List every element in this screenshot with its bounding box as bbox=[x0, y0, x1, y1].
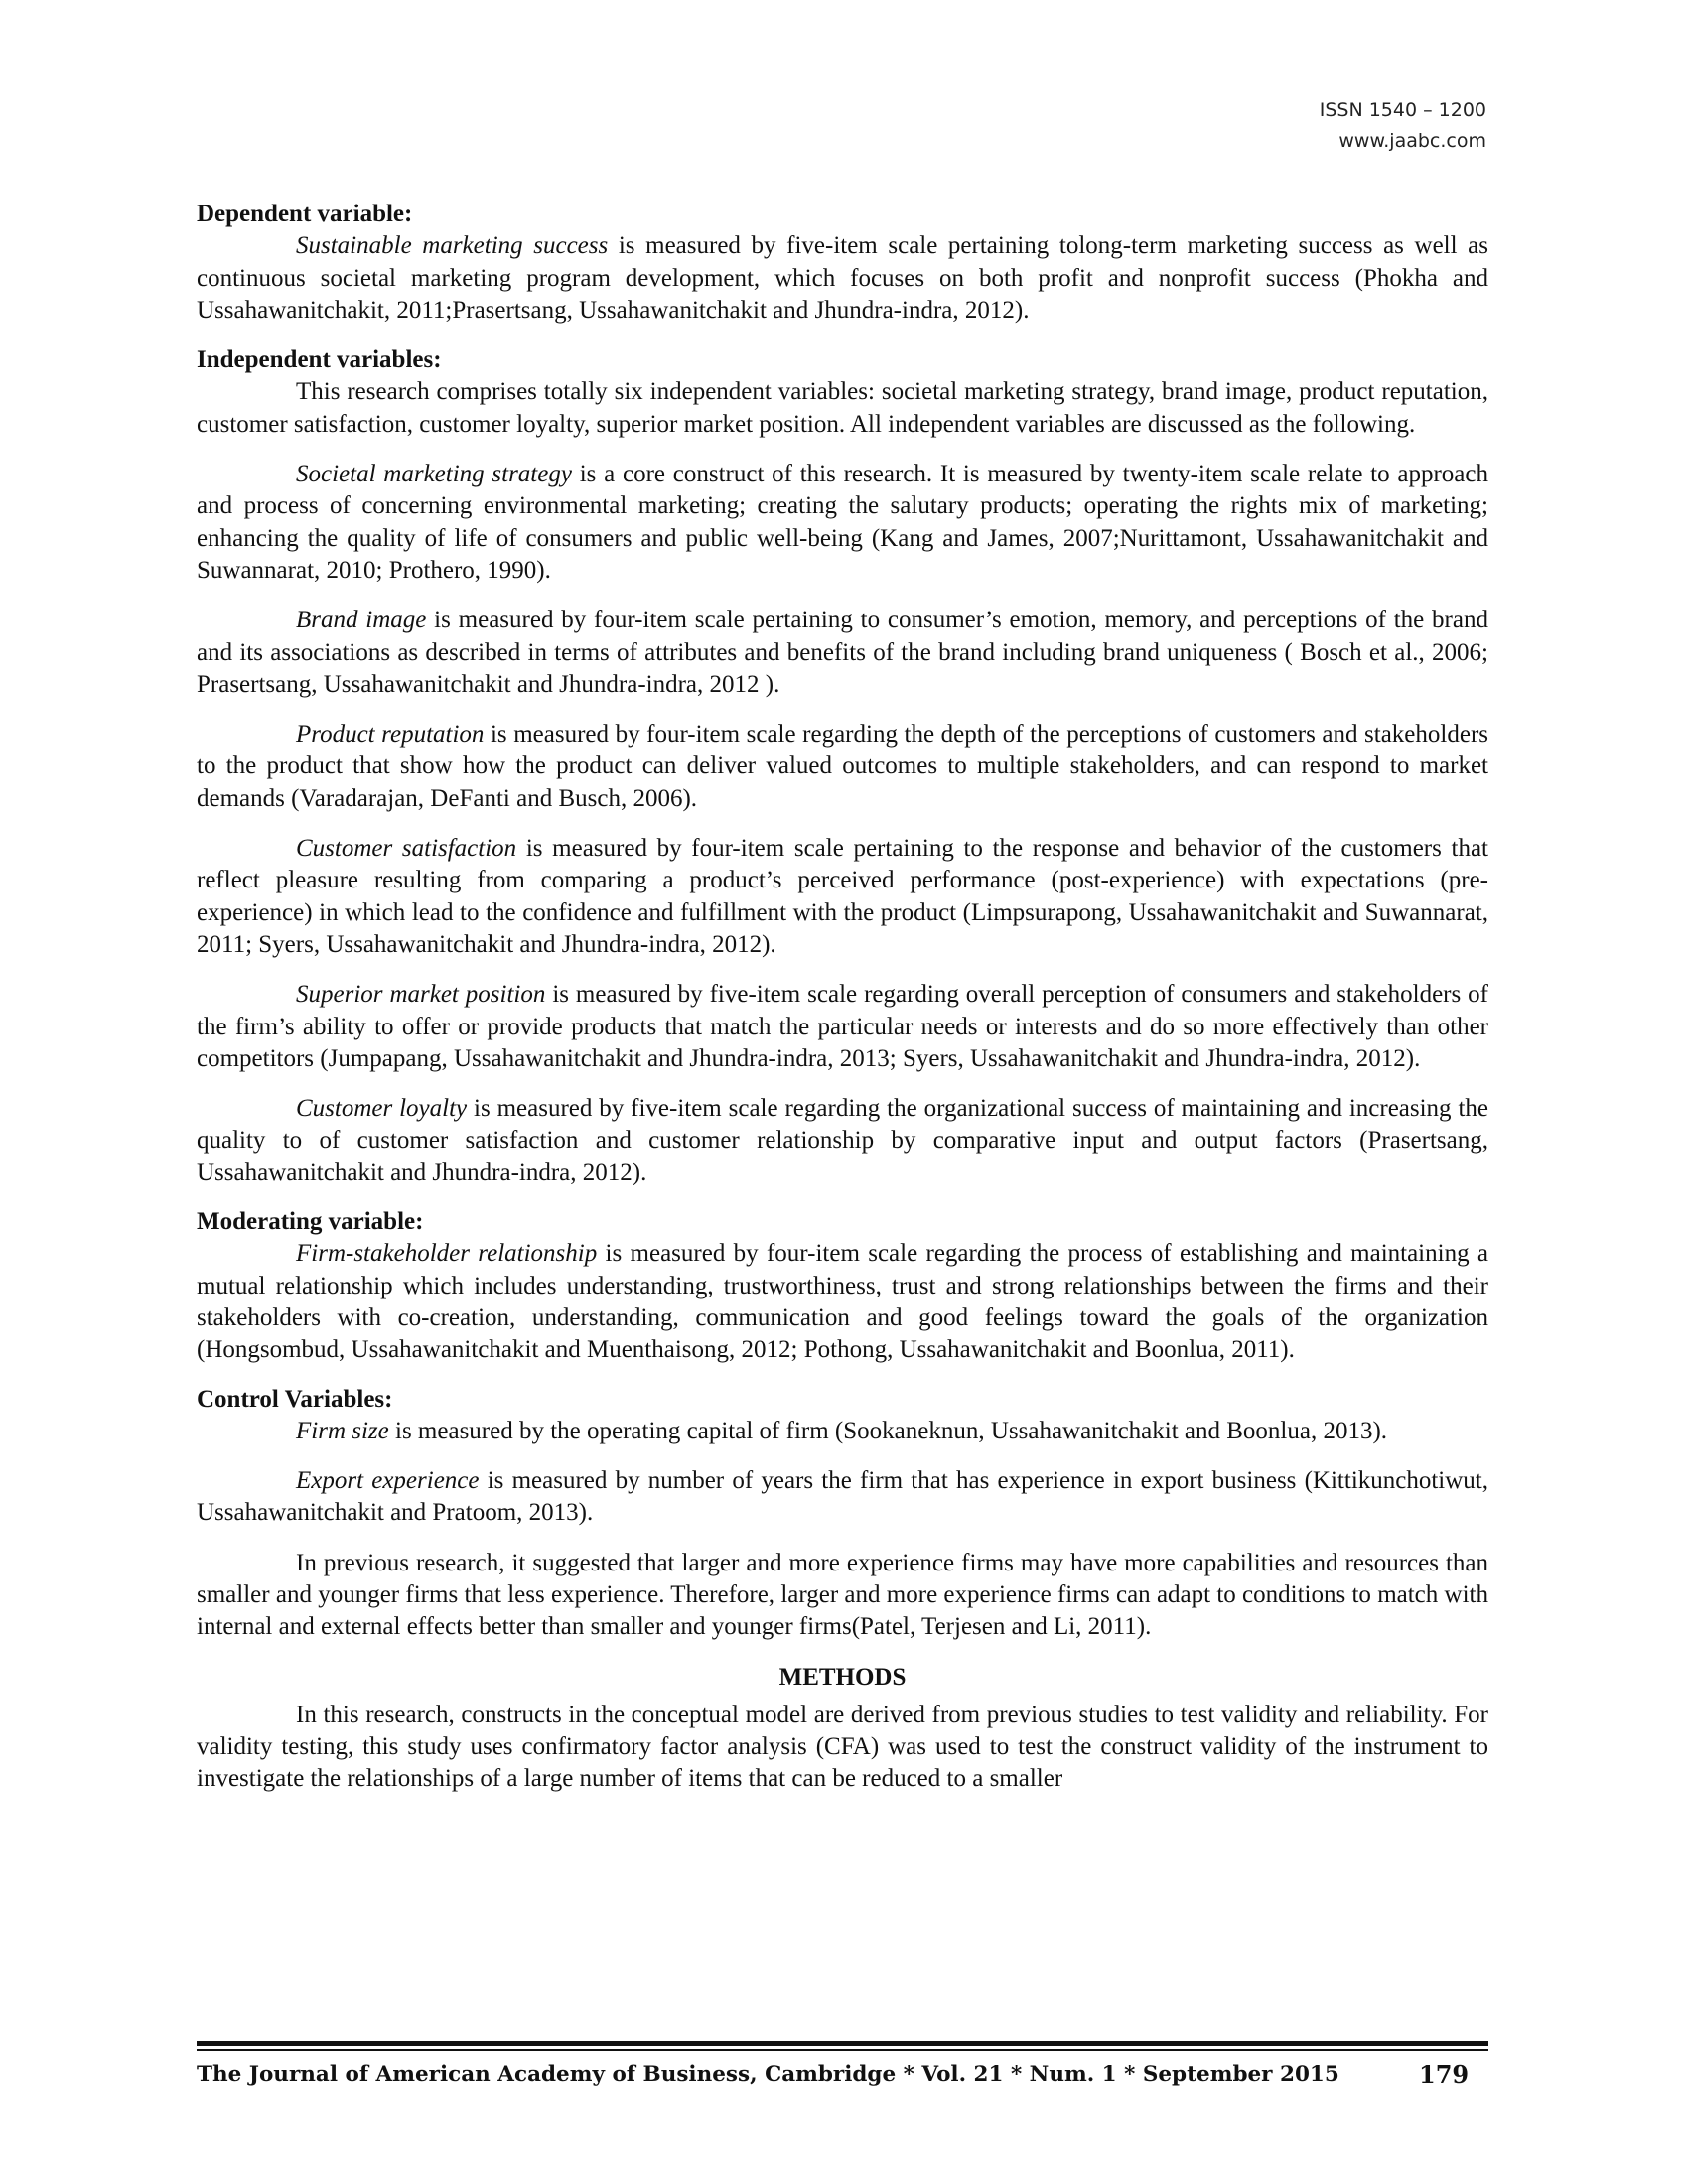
term-firm-size: Firm size bbox=[296, 1417, 389, 1444]
page-header bbox=[1320, 95, 1486, 157]
term-product-reputation: Product reputation bbox=[296, 721, 485, 749]
page-footer bbox=[197, 2056, 1488, 2096]
term-firm-stakeholder-relationship: Firm-stakeholder relationship bbox=[296, 1240, 598, 1268]
paragraph-previous-research: In previous research, it suggested that larger and more experience firms may have more capabilities and resources than smaller and younger firms that less experience. Therefore, larger and more experience firms can adapt to conditions to match with internal and external effects better than smaller and younger firms(Patel, Terjesen and Li, 2011). bbox=[197, 1549, 1488, 1641]
page-number: 179 bbox=[1419, 2060, 1470, 2089]
term-societal-marketing-strategy: Societal marketing strategy bbox=[296, 461, 572, 488]
term-export-experience: Export experience bbox=[296, 1467, 480, 1495]
paragraph-sustainable-marketing-success: Sustainable marketing success is measured by five-item scale pertaining tolong-term marketing success as well as continuous societal marketing program development, which focuses on both profit and nonprofit success (Phokha and Ussahawanitchakit, 2011;Prasertsang, Ussahawanitchakit and Jhundra-indra, 2012). bbox=[197, 232, 1488, 324]
footer-rule-thick bbox=[197, 2041, 1488, 2046]
term-customer-loyalty: Customer loyalty bbox=[296, 1095, 468, 1123]
paragraph-customer-satisfaction: Customer satisfaction is measured by four-item scale pertaining to the response and behavior of the customers that reflect pleasure resulting from comparing a product’s perceived performance (post-experience) with expectations (pre-experience) in which lead to the confidence and fulfillment with the product (Limpsurapong, Ussahawanitchakit and Suwannarat, 2011; Syers, Ussahawanitchakit and Jhundra-indra, 2012). bbox=[197, 835, 1488, 958]
paragraph-superior-market-position: Superior market position is measured by five-item scale regarding overall perception of consumers and stakeholders of the firm’s ability to offer or provide products that match the particular needs or interests and do so more effectively than other competitors (Jumpapang, Ussahawanitchakit and Jhundra-indra, 2013; Syers, Ussahawanitchakit and Jhundra-indra, 2012). bbox=[197, 981, 1488, 1072]
term-brand-image: Brand image bbox=[296, 607, 427, 634]
journal-citation: The Journal of American Academy of Business, Cambridge * Vol. 21 * Num. 1 * September 2015 bbox=[197, 2062, 1339, 2087]
issn-label: ISSN 1540 – 1200 bbox=[1319, 99, 1486, 121]
paragraph-societal-marketing-strategy: Societal marketing strategy is a core construct of this research. It is measured by twenty-item scale relate to approach and process of concerning environmental marketing; creating the salutary products; operating the rights mix of marketing; enhancing the quality of life of consumers and public well-being (Kang and James, 2007;Nurittamont, Ussahawanitchakit and Suwannarat, 2010; Prothero, 1990). bbox=[197, 461, 1488, 584]
term-sustainable-marketing-success: Sustainable marketing success bbox=[296, 232, 609, 260]
heading-methods: METHODS bbox=[778, 1663, 907, 1691]
heading-dependent-variable: Dependent variable: bbox=[197, 201, 413, 227]
paragraph-methods: In this research, constructs in the conceptual model are derived from previous studies to test validity and reliability. For validity testing, this study uses confirmatory factor analysis (CFA) was used to test the construct validity of the instrument to investigate the relationships of a large number of items that can be reduced to a smaller bbox=[197, 1701, 1488, 1793]
paragraph-brand-image: Brand image is measured by four-item scale pertaining to consumer’s emotion, memory, and perceptions of the brand and its associations as described in terms of attributes and benefits of the brand including brand uniqueness ( Bosch et al., 2006; Prasertsang, Ussahawanitchakit and Jhundra-indra, 2012 ). bbox=[197, 607, 1488, 698]
paragraph-firm-stakeholder-relationship: Firm-stakeholder relationship is measured by four-item scale regarding the process of establishing and maintaining a mutual relationship which includes understanding, trustworthiness, trust and strong relationships between the firms and their stakeholders with co-creation, understanding, communication and good feelings toward the goals of the organization (Hongsombud, Ussahawanitchakit and Muenthaisong, 2012; Pothong, Ussahawanitchakit and Boonlua, 2011). bbox=[197, 1240, 1488, 1364]
heading-independent-variables: Independent variables: bbox=[197, 346, 442, 374]
article-body bbox=[197, 199, 1488, 1796]
heading-control-variables: Control Variables: bbox=[197, 1385, 393, 1413]
paragraph-export-experience: Export experience is measured by number of years the firm that has experience in export business (Kittikunchotiwut, Ussahawanitchakit and Pratoom, 2013). bbox=[197, 1467, 1488, 1527]
paragraph-firm-size: Firm size is measured by the operating capital of firm (Sookaneknun, Ussahawanitchakit and Boonlua, 2013). bbox=[296, 1417, 1388, 1444]
website-label: www.jaabc.com bbox=[1338, 130, 1486, 152]
paragraph-product-reputation: Product reputation is measured by four-item scale regarding the depth of the perceptions of customers and stakeholders to the product that show how the product can deliver valued outcomes to multiple stakeholders, and can respond to market demands (Varadarajan, DeFanti and Busch, 2006). bbox=[197, 721, 1488, 812]
paragraph-independent-intro: This research comprises totally six independent variables: societal marketing strategy, brand image, product reputation, customer satisfaction, customer loyalty, superior market position. All independent variables are discussed as the following. bbox=[197, 378, 1488, 438]
footer-rule-thin bbox=[197, 2049, 1488, 2051]
paragraph-customer-loyalty: Customer loyalty is measured by five-item scale regarding the organizational success of maintaining and increasing the quality to of customer satisfaction and customer relationship by comparative input and output factors (Prasertsang, Ussahawanitchakit and Jhundra-indra, 2012). bbox=[197, 1095, 1488, 1186]
term-superior-market-position: Superior market position bbox=[296, 981, 546, 1009]
heading-moderating-variable: Moderating variable: bbox=[197, 1208, 424, 1236]
term-customer-satisfaction: Customer satisfaction bbox=[296, 835, 517, 863]
